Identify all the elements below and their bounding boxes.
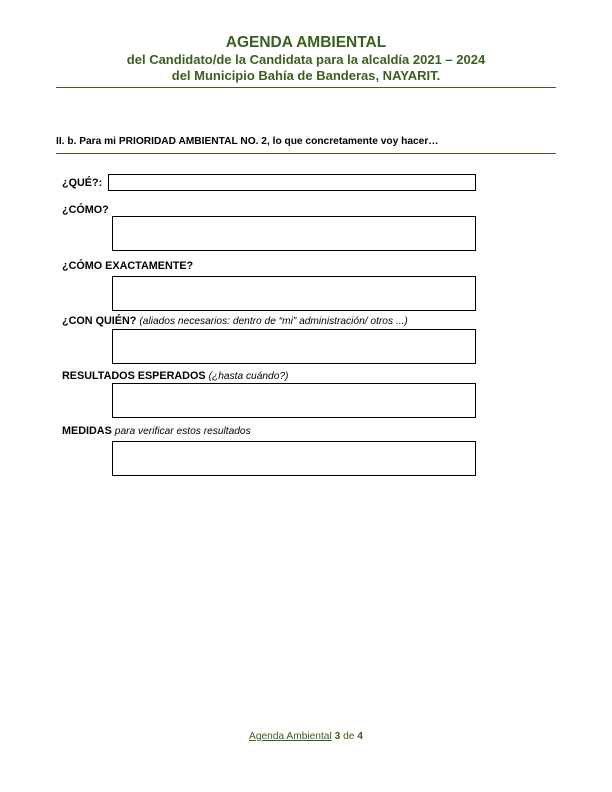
document-title: AGENDA AMBIENTAL: [225, 34, 387, 51]
como-exactamente-label: ¿CÓMO EXACTAMENTE?: [62, 260, 194, 272]
medidas-label-row: [62, 425, 251, 437]
medidas-note: para verificar estos resultados: [114, 426, 251, 437]
con-quien-label: ¿CON QUIÉN?: [62, 315, 137, 327]
document-subtitle-line1: del Candidato/de la Candidata para la alcaldía 2021 – 2024: [126, 52, 486, 67]
resultados-label: RESULTADOS ESPERADOS: [62, 370, 206, 382]
page-current: 3: [334, 731, 341, 742]
como-field[interactable]: [112, 216, 476, 251]
section-divider: [56, 153, 556, 154]
page-footer: [0, 731, 612, 742]
medidas-label: MEDIDAS: [62, 425, 112, 437]
footer-agenda-link[interactable]: Agenda Ambiental: [249, 731, 332, 742]
resultados-label-row: [62, 370, 288, 382]
como-label: ¿CÓMO?: [62, 204, 109, 216]
con-quien-label-row: [62, 315, 408, 327]
document-subtitle-line2: del Municipio Bahía de Banderas, NAYARIT.: [171, 67, 441, 83]
con-quien-field[interactable]: [112, 329, 476, 364]
resultados-field[interactable]: [112, 383, 476, 418]
document-header: [56, 34, 556, 83]
que-label: ¿QUÉ?:: [62, 177, 103, 189]
page-separator: de: [343, 731, 355, 742]
resultados-note: (¿hasta cuándo?): [208, 371, 289, 382]
medidas-field[interactable]: [112, 441, 476, 476]
con-quien-note: (aliados necesarios: dentro de “mi” administración/ otros ...): [139, 316, 408, 327]
section-heading: II. b. Para mi PRIORIDAD AMBIENTAL NO. 2, lo que concretamente voy hacer…: [56, 136, 439, 147]
como-exactamente-field[interactable]: [112, 276, 476, 311]
que-field[interactable]: [108, 174, 476, 191]
page-total: 4: [357, 731, 363, 742]
header-divider: [56, 87, 556, 88]
